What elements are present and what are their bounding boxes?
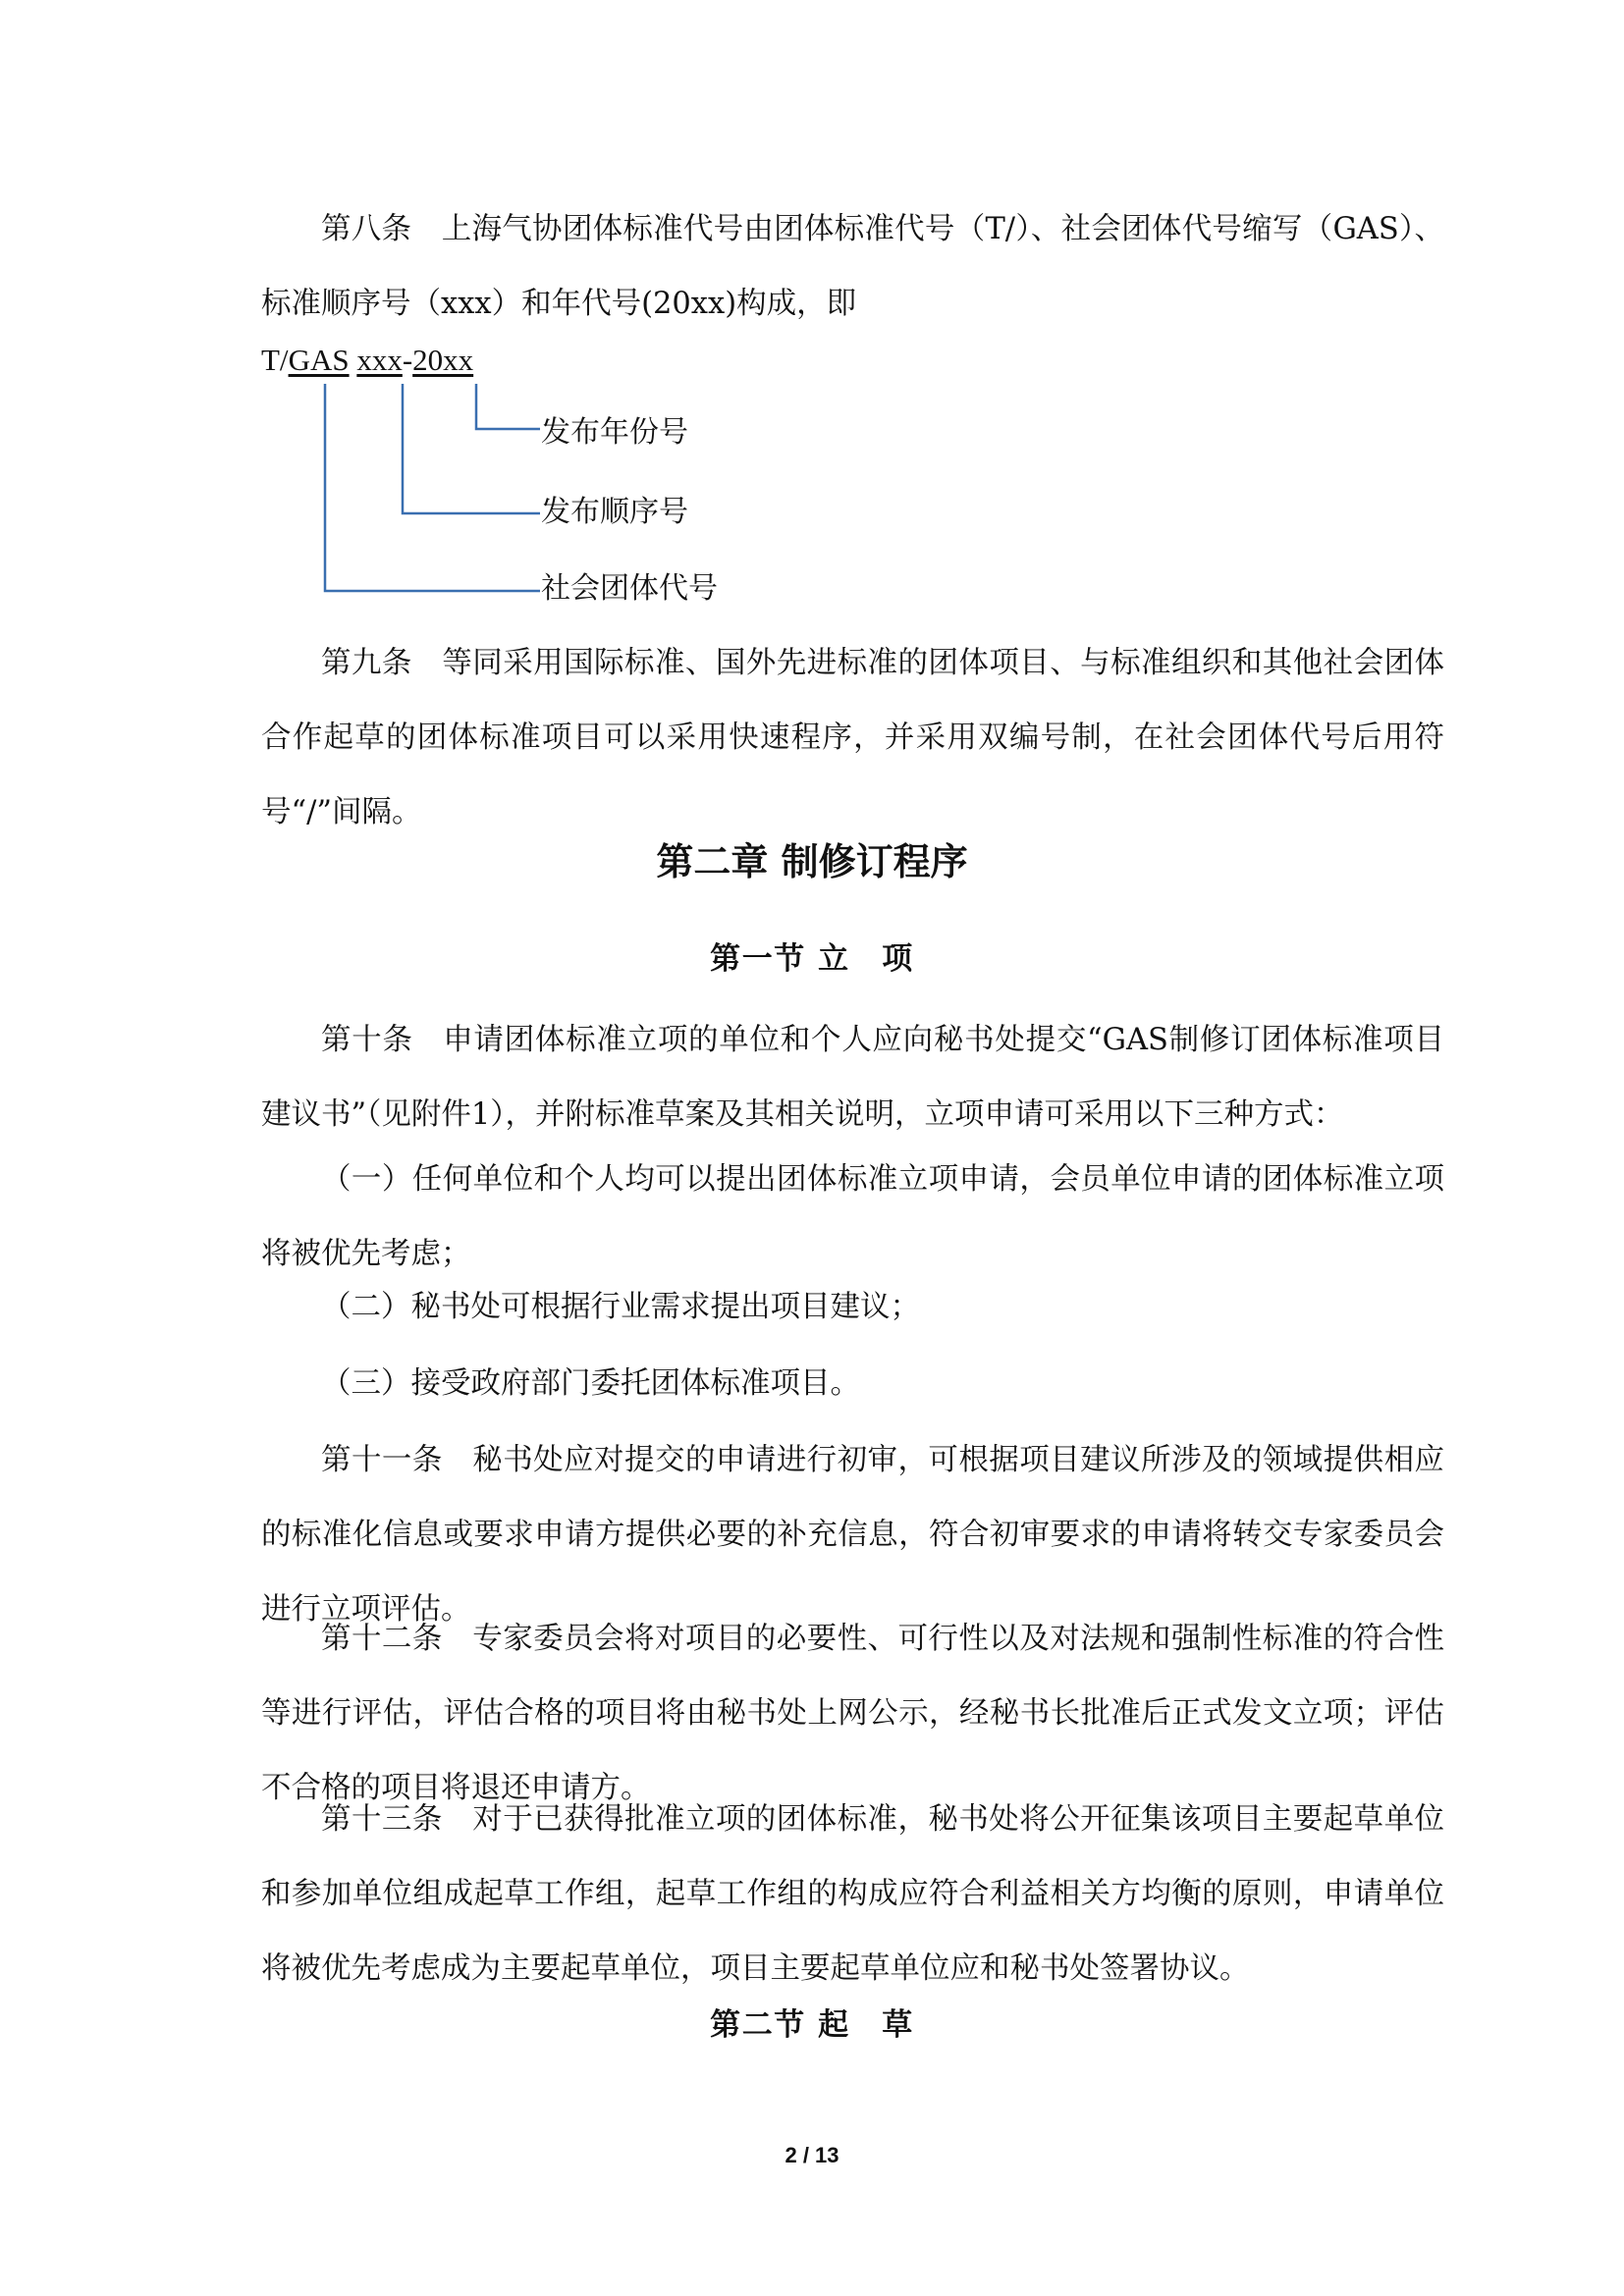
item-2: （二）秘书处可根据行业需求提出项目建议； <box>321 1290 920 1324</box>
article-12-number: 第十二条 <box>321 1622 443 1656</box>
page-number: 2 / 13 <box>785 2143 839 2167</box>
article-11-number: 第十一条 <box>321 1443 443 1477</box>
article-10-text: 申请团体标准立项的单位和个人应向秘书处提交“GAS制修订团体标准项目建议书”（见附件1），并附标准草案及其相关说明，立项申请可采用以下三种方式： <box>261 1023 1444 1132</box>
article-9-text: 等同采用国际标准、国外先进标准的团体项目、与标准组织和其他社会团体合作起草的团体标准项目可以采用快速程序，并采用双编号制，在社会团体代号后用符号“/”间隔。 <box>261 646 1445 829</box>
label-seq: 发布顺序号 <box>541 495 688 529</box>
section-2-title: 第二节 起 草 <box>710 2007 914 2043</box>
code-org: GAS <box>288 343 350 377</box>
article-13 <box>261 1783 1444 2006</box>
label-year: 发布年份号 <box>541 415 688 450</box>
article-8-number: 第八条 <box>321 212 412 246</box>
article-9 <box>261 626 1444 850</box>
article-10-number: 第十条 <box>321 1023 413 1057</box>
label-org: 社会团体代号 <box>541 571 718 606</box>
article-11-text: 秘书处应对提交的申请进行初审，可根据项目建议所涉及的领域提供相应的标准化信息或要求申请方提供必要的补充信息，符合初审要求的申请将转交专家委员会进行立项评估。 <box>261 1443 1445 1627</box>
article-8-text: 上海气协团体标准代号由团体标准代号（T/）、社会团体代号缩写（GAS）、标准顺序号（xxx）和年代号(20xx)构成，即 <box>261 212 1444 321</box>
article-13-text: 对于已获得批准立项的团体标准，秘书处将公开征集该项目主要起草单位和参加单位组成起草工作组，起草工作组的构成应符合利益相关方均衡的原则，申请单位将被优先考虑成为主要起草单位，项目主要起草单位应和秘书处签署协议。 <box>261 1802 1445 1986</box>
code-year: 20xx <box>412 343 474 377</box>
seq-bracket-line <box>403 384 540 513</box>
article-12-text: 专家委员会将对项目的必要性、可行性以及对法规和强制性标准的符合性等进行评估，评估合格的项目将由秘书处上网公示，经秘书长批准后正式发文立项；评估不合格的项目将退还申请方。 <box>261 1622 1445 1805</box>
org-bracket-line <box>325 384 540 591</box>
section-1-title: 第一节 立 项 <box>710 941 914 977</box>
article-9-number: 第九条 <box>321 646 412 680</box>
year-bracket-line <box>476 384 540 429</box>
code-dash: - <box>402 343 413 377</box>
article-10 <box>261 1003 1444 1152</box>
code-seq: xxx <box>356 343 403 377</box>
article-13-number: 第十三条 <box>321 1802 443 1837</box>
item-1: （一）任何单位和个人均可以提出团体标准立项申请，会员单位申请的团体标准立项将被优先考虑； <box>261 1162 1444 1271</box>
chapter-title: 第二章 制修订程序 <box>656 840 968 883</box>
code-prefix: T/ <box>261 343 289 377</box>
item-3: （三）接受政府部门委托团体标准项目。 <box>321 1366 860 1401</box>
